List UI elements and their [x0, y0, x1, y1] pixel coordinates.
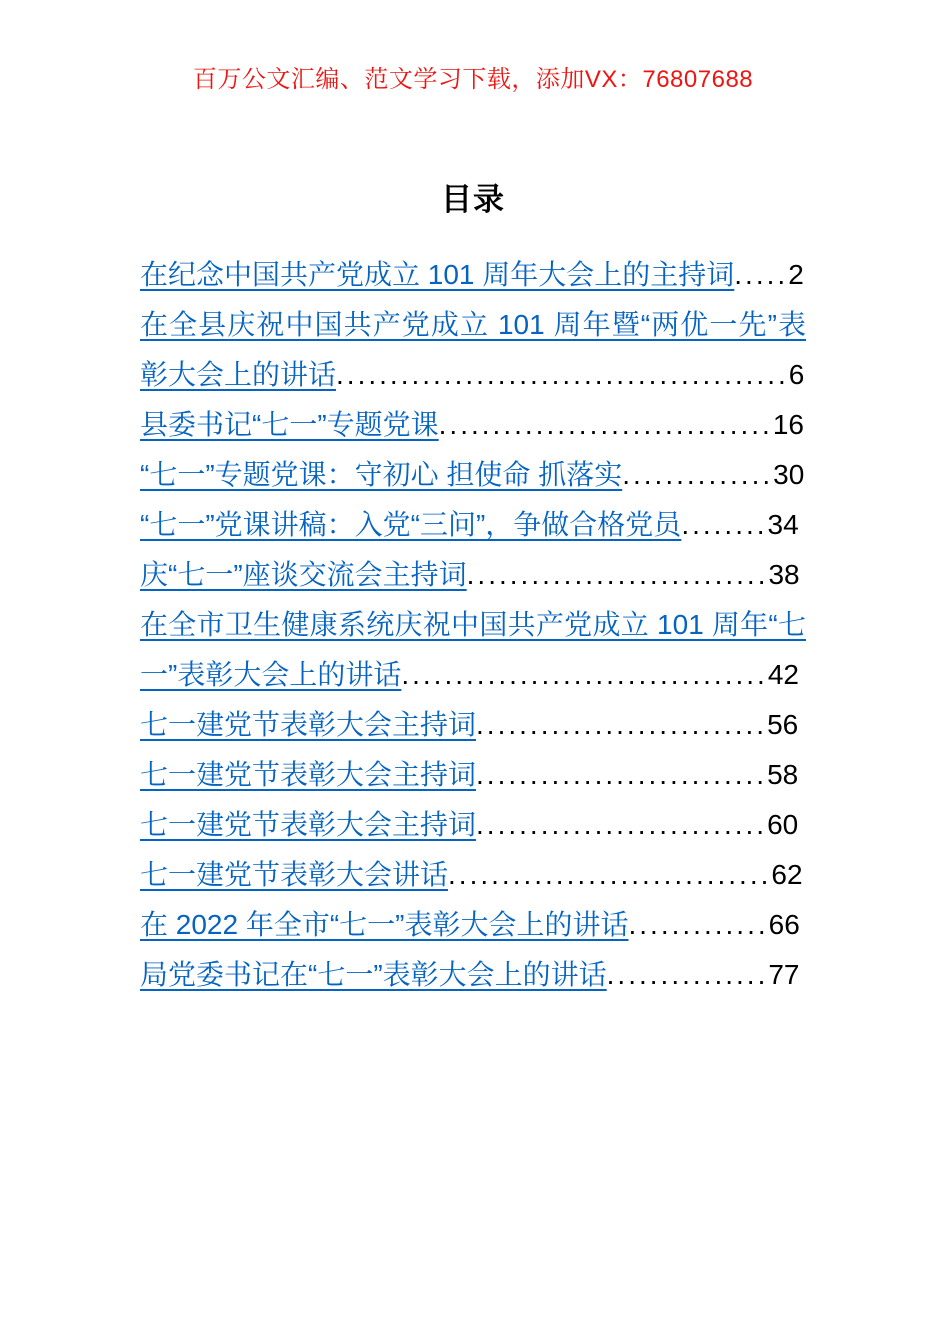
toc-page-number: 62 [771, 859, 803, 890]
toc-entry-link[interactable]: 七一建党节表彰大会主持词 [140, 809, 477, 840]
toc-entry [140, 600, 806, 700]
toc-entry-link[interactable]: 七一建党节表彰大会主持词 [140, 759, 477, 790]
toc-entry [140, 900, 806, 950]
toc-page-number: 34 [767, 509, 799, 540]
toc-entry [140, 850, 806, 900]
toc-dot-leader: ........................... [476, 759, 768, 790]
toc-entry-link[interactable]: 庆“七一”座谈交流会主持词 [140, 559, 467, 590]
toc-page-number: 30 [773, 459, 805, 490]
toc-entry-link[interactable]: “七一”专题党课：守初心 担使命 抓落实 [140, 459, 623, 490]
toc-dot-leader: ..... [734, 259, 789, 290]
toc-entry-link[interactable]: 县委书记“七一”专题党课 [140, 409, 439, 440]
toc-page-number: 38 [768, 559, 800, 590]
toc-entry [140, 950, 806, 1000]
toc-page-number: 16 [772, 409, 804, 440]
toc-entry-link[interactable]: 在全县庆祝中国共产党成立 101 周年暨“两优一先”表彰大会上的讲话 [140, 309, 806, 390]
toc-entry-link[interactable]: 在纪念中国共产党成立 101 周年大会上的主持词 [140, 259, 735, 290]
toc-entry [140, 250, 806, 300]
toc-page-number: 2 [788, 259, 804, 290]
toc-entry [140, 500, 806, 550]
toc-dot-leader: .......................................... [336, 359, 789, 390]
toc-dot-leader: ............. [628, 909, 769, 940]
toc-dot-leader: ............................ [466, 559, 769, 590]
toc-page-number: 56 [767, 709, 799, 740]
toc-entry [140, 750, 806, 800]
toc-dot-leader: ........ [681, 509, 768, 540]
toc-entry-link[interactable]: 局党委书记在“七一”表彰大会上的讲话 [140, 959, 607, 990]
toc-entry [140, 800, 806, 850]
toc-entry-link[interactable]: “七一”党课讲稿：入党“三问”，争做合格党员 [140, 509, 682, 540]
document-page [140, 0, 806, 1000]
toc-dot-leader: ........................... [476, 809, 768, 840]
toc-page-number: 60 [767, 809, 799, 840]
toc-entry [140, 300, 806, 400]
toc-dot-leader: .............................. [448, 859, 772, 890]
toc-page-number: 42 [767, 659, 799, 690]
toc-entry-link[interactable]: 在全市卫生健康系统庆祝中国共产党成立 101 周年“七一”表彰大会上的讲话 [140, 609, 806, 690]
header-notice: 百万公文汇编、范文学习下载，添加VX：76807688 [192, 66, 754, 93]
toc-entry [140, 450, 806, 500]
toc-page-number: 77 [768, 959, 800, 990]
toc-dot-leader: ............... [606, 959, 769, 990]
table-of-contents [140, 250, 806, 1000]
toc-entry-link[interactable]: 七一建党节表彰大会讲话 [140, 859, 449, 890]
toc-dot-leader: .................................. [401, 659, 768, 690]
toc-entry [140, 400, 806, 450]
toc-entry-link[interactable]: 七一建党节表彰大会主持词 [140, 709, 477, 740]
toc-entry [140, 550, 806, 600]
toc-entry-link[interactable]: 在 2022 年全市“七一”表彰大会上的讲话 [140, 909, 629, 940]
toc-dot-leader: .............. [622, 459, 774, 490]
page-title: 目录 [441, 182, 505, 217]
toc-dot-leader: ........................... [476, 709, 768, 740]
toc-entry [140, 700, 806, 750]
toc-page-number: 66 [768, 909, 800, 940]
toc-dot-leader: ............................... [438, 409, 773, 440]
toc-page-number: 58 [767, 759, 799, 790]
toc-page-number: 6 [788, 359, 805, 390]
